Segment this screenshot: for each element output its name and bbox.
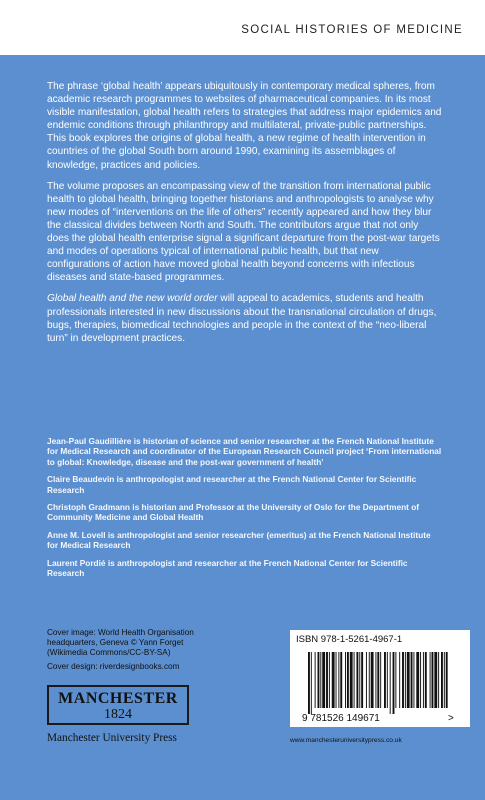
barcode-bar (434, 652, 437, 708)
barcode-bar (340, 652, 342, 708)
barcode-bar (387, 652, 388, 708)
barcode-bar (399, 652, 400, 708)
barcode-symbol: > (448, 713, 454, 724)
barcode-bar (390, 652, 391, 714)
barcode-bar (375, 652, 376, 708)
bio-gaudilliere: Jean-Paul Gaudillière is historian of science and senior researcher at the French National Institute for Medical Research and coordinator of the European Research Council project ‘From international to global: Knowledge, disease and the post-war government of health’ (47, 436, 442, 467)
isbn-barcode-block (290, 630, 470, 727)
barcode-bar (320, 652, 321, 708)
barcode-bar (356, 652, 358, 708)
barcode-bar (393, 652, 395, 714)
barcode-bar (369, 652, 370, 708)
barcode-bar (359, 652, 360, 708)
barcode-bar (336, 652, 337, 708)
editor-bios (47, 436, 442, 585)
publisher-name: Manchester University Press (47, 732, 177, 744)
publisher-url: www.manchesteruniversitypress.co.uk (290, 737, 402, 744)
top-banner (0, 0, 485, 55)
barcode-bar (413, 652, 414, 708)
barcode-bar (405, 652, 406, 708)
isbn-label: ISBN 978-1-5261-4967-1 (296, 634, 403, 645)
barcode-bar (432, 652, 434, 708)
cover-image-credit: Cover image: World Health Organisation headquarters, Geneva © Yann Forget (Wikimedia Commons/CC-BY-SA) (47, 628, 194, 658)
barcode-bar (395, 652, 396, 708)
barcode-bar (411, 652, 413, 708)
logo-line-1: MANCHESTER (58, 690, 178, 707)
barcode-bar (354, 652, 355, 708)
barcode-bar (441, 652, 443, 708)
barcode-bar (318, 652, 320, 708)
barcode-bar (332, 652, 335, 708)
barcode-bar (311, 652, 312, 714)
barcode-bar (407, 652, 410, 708)
barcode-bar (402, 652, 404, 708)
barcode-bar (380, 652, 381, 708)
barcode-icon (296, 652, 464, 724)
blurb-paragraph-3 (47, 292, 442, 344)
barcode-bar (350, 652, 353, 708)
barcode-bar (438, 652, 439, 708)
barcode-bar (322, 652, 325, 708)
series-title: SOCIAL HISTORIES OF MEDICINE (241, 24, 463, 36)
bio-beaudevin: Claire Beaudevin is anthropologist and researcher at the French National Center for Scientific Research (47, 474, 417, 495)
blurb-paragraph-2: The volume proposes an encompassing view of the transition from international public health to global health, bringing together historians and anthropologists to analyse why new modes of “interventions on the life of others” recently appeared and how they blur the classical divides between North and South. The contributors argue that not only does the global health enterprise signal a significant departure from the post-war targets and modes of operations typical of international public health, but that new configurations of action have moved global health beyond concerns with infectious diseases and state-based programmes. (47, 180, 440, 284)
book-title-italic: Global health and the new world order (47, 293, 218, 305)
barcode-bar (423, 652, 424, 708)
blurb-paragraph-1: The phrase ‘global health’ appears ubiquitously in contemporary medical spheres, from academic research programmes to websites of pharmaceutical companies. In its most visible manifestation, global health refers to strategies that address major epidemics and endemic conditions through philanthropy and multilateral, private-public partnerships. This book explores the origins of global health, a new regime of health intervention in countries of the global South born around 1990, examining its assemblages of knowledge, practices and policies. (47, 81, 442, 171)
blurb (47, 80, 442, 353)
barcode-bar (416, 652, 419, 708)
bio-lovell: Anne M. Lovell is anthropologist and senior researcher (emeritus) at the French National Institute for Medical Research (47, 529, 431, 551)
barcode-bar (371, 652, 374, 708)
barcode-bar (446, 652, 448, 708)
barcode-bar (345, 652, 346, 708)
bio-pordie: Laurent Pordié is anthropologist and researcher at the French National Center for Scientific Research (47, 557, 408, 579)
publisher-logo (47, 685, 189, 725)
barcode-bar (361, 652, 363, 708)
barcode-bar (326, 652, 328, 708)
blurb-paragraph-3-rest: will appeal to academics, students and health professionals interested in new discussions about the transnational circulation of drugs, bugs, therapies, biomedical technologies and people in the context of the “neo-liberal turn” in development practices. (47, 293, 437, 344)
barcode-bar (420, 652, 421, 708)
barcode-bar (329, 652, 330, 708)
barcode-bar (377, 652, 379, 708)
cover-design-credit: Cover design: riverdesignbooks.com (47, 661, 180, 671)
barcode-bar (430, 652, 431, 708)
barcode-bar (444, 652, 445, 708)
barcode-bar (384, 652, 386, 708)
barcode-bar (425, 652, 427, 708)
cover-credits (47, 628, 222, 675)
barcode-bar (315, 652, 316, 708)
barcode-bar (366, 652, 367, 708)
bio-gradmann: Christoph Gradmann is historian and Professor at the University of Oslo for the Department of Community Medicine and Global Health (47, 502, 420, 523)
barcode-bar (308, 652, 310, 714)
barcode-bar (338, 652, 339, 708)
logo-line-2: 1824 (104, 707, 132, 722)
barcode-bar (347, 652, 349, 708)
barcode-digits: 9 781526 149671 (302, 713, 380, 724)
